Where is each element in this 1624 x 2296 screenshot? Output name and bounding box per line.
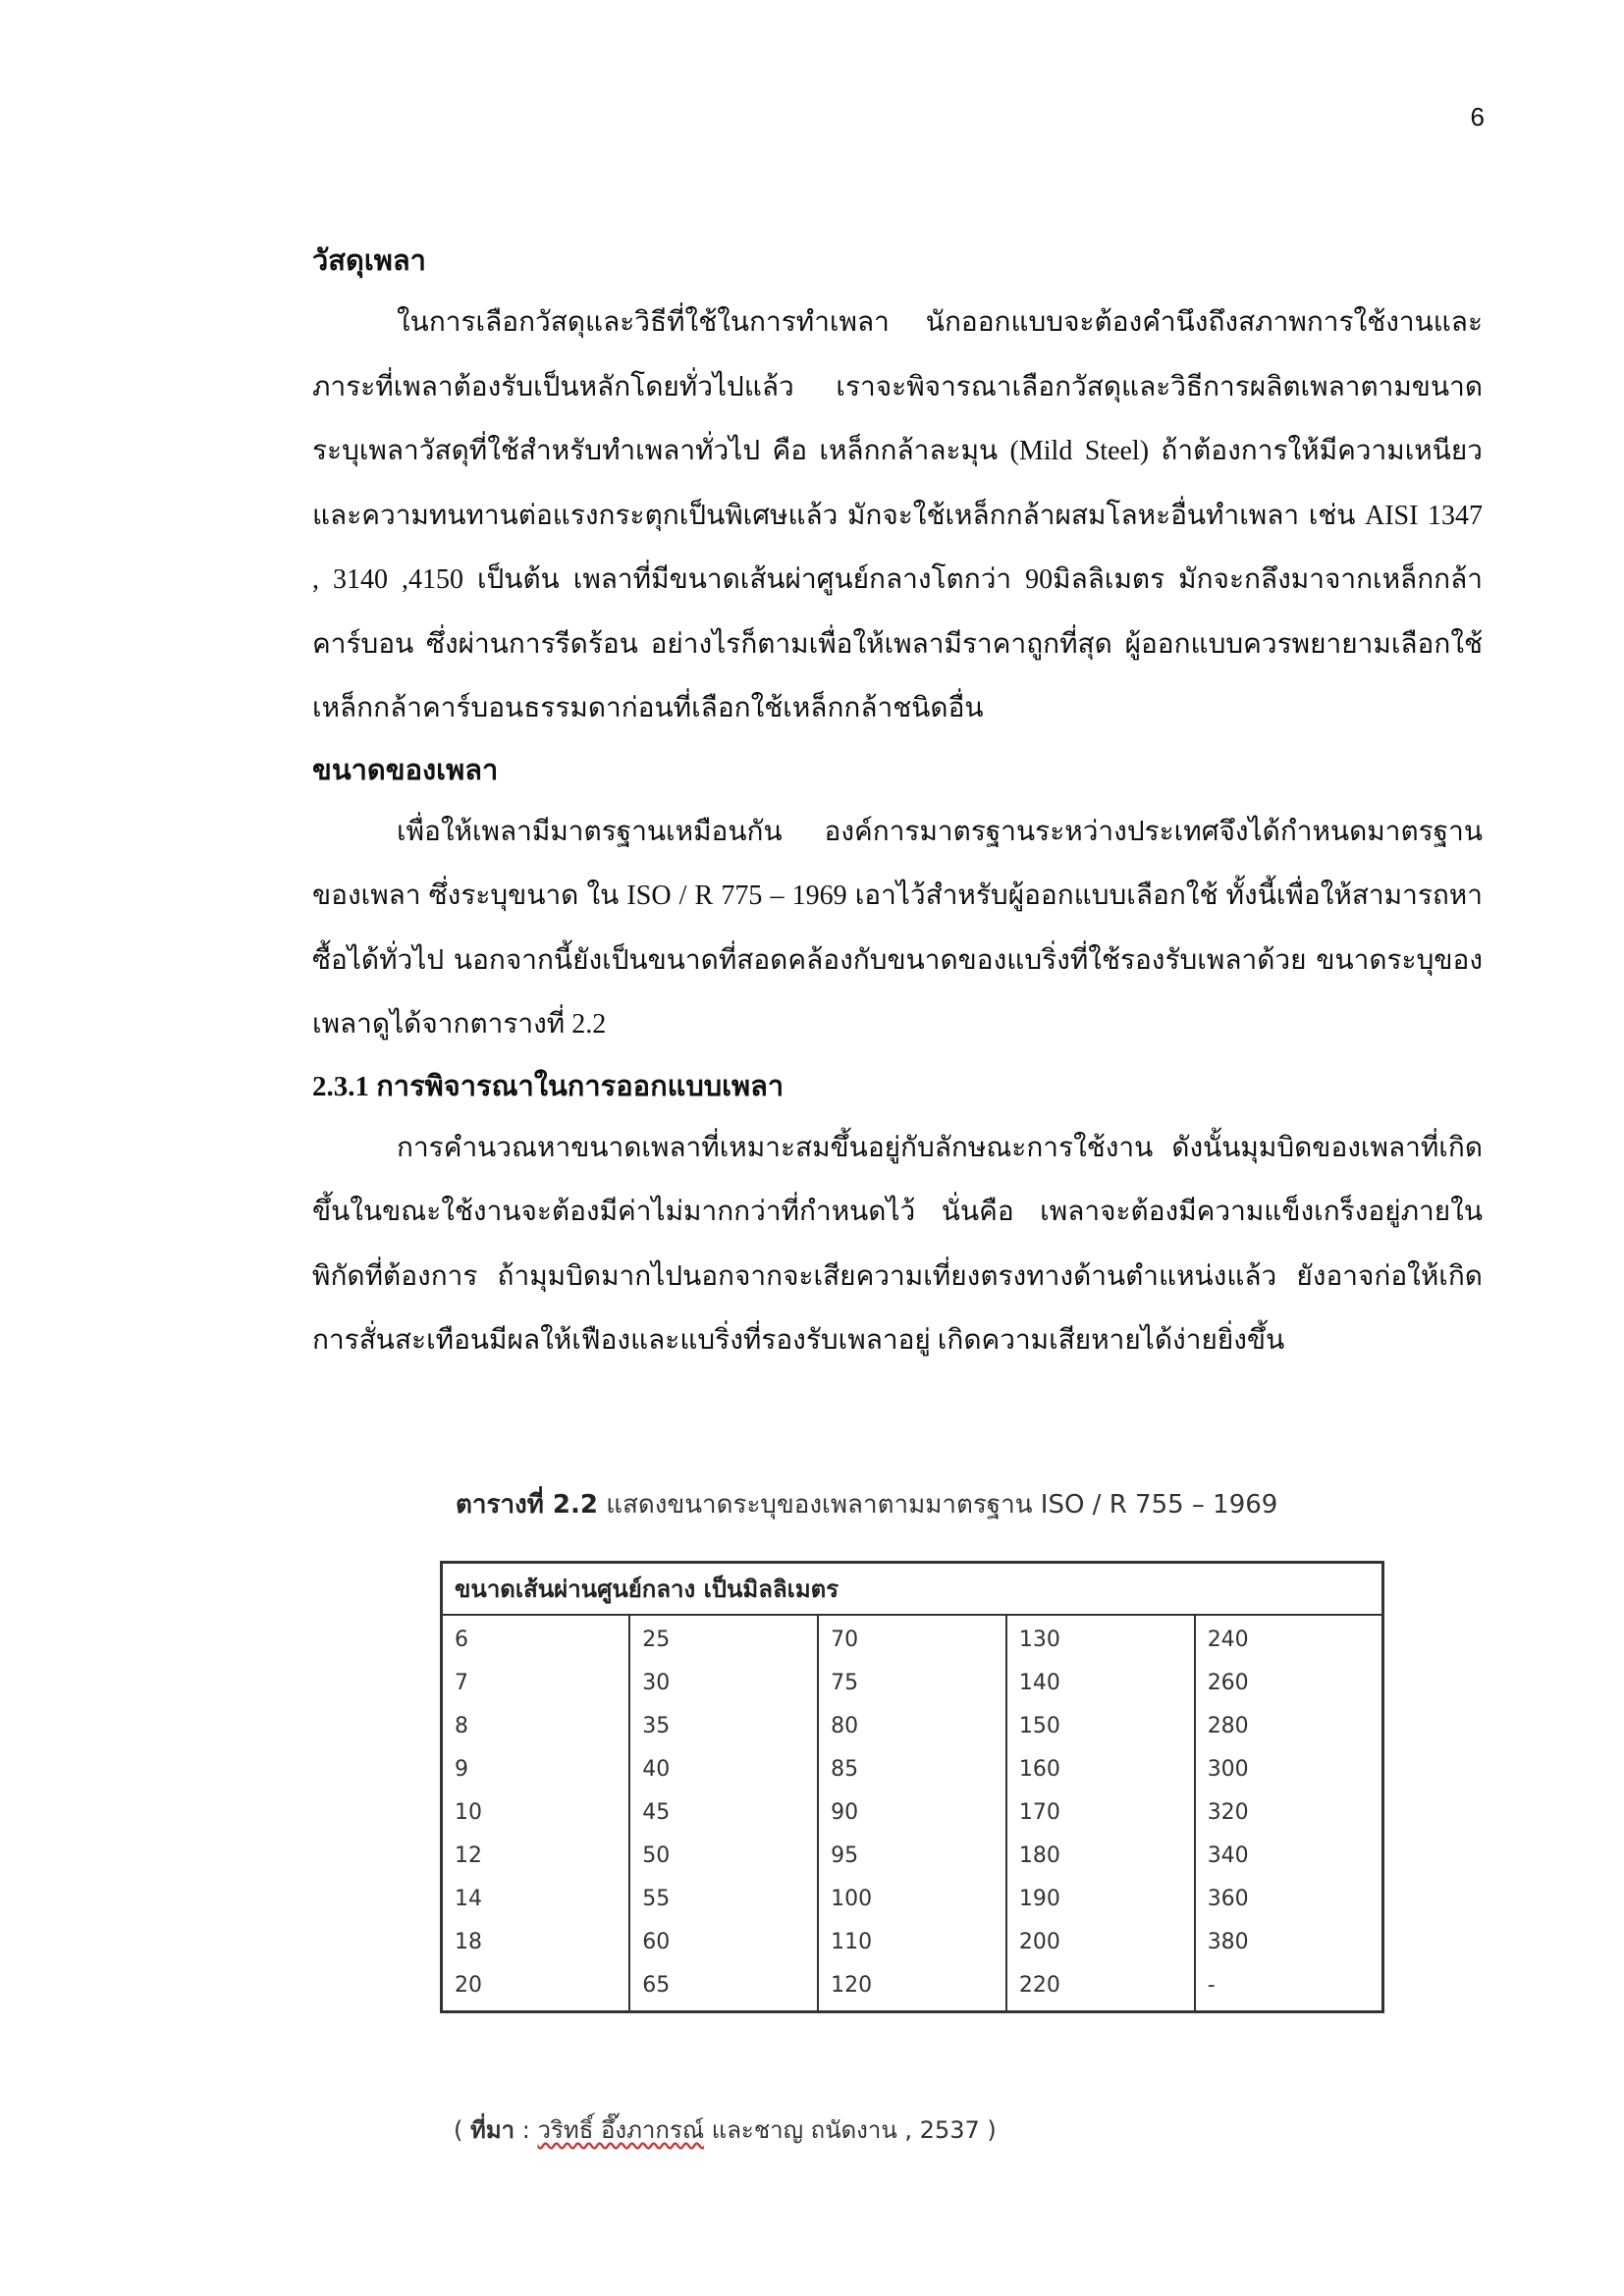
- table-cell: 150: [1006, 1702, 1195, 1745]
- table-cell: 18: [442, 1918, 630, 1961]
- shaft-size-table: [440, 1561, 1384, 2013]
- table-cell: 45: [629, 1789, 818, 1832]
- table-cell: 12: [442, 1832, 630, 1875]
- table-cell: 8: [442, 1702, 630, 1745]
- table-cell: 140: [1006, 1659, 1195, 1702]
- table-cell: 110: [818, 1918, 1006, 1961]
- table-cell: -: [1195, 1961, 1383, 2012]
- table-cell: 60: [629, 1918, 818, 1961]
- section-heading-shaft-material: วัสดุเพลา: [312, 245, 426, 277]
- table-cell: 220: [1006, 1961, 1195, 2012]
- page-number: 6: [1470, 102, 1485, 132]
- table-row: [442, 1789, 1383, 1832]
- table-cell: 30: [629, 1659, 818, 1702]
- paragraph-shaft-size: เพื่อให้เพลามีมาตรฐานเหมือนกัน องค์การมาตรฐานระหว่างประเทศจึงได้กำหนดมาตรฐานของเพลา ซึ่งระบุขนาด ใน ISO / R 775 – 1969 เอาไว้สำหรับผู้ออกแบบเลือกใช้ ทั้งนี้เพื่อให้สามารถหาซื้อได้ทั่วไป นอกจากนี้ยังเป็นขนาดที่สอดคล้องกับขนาดของแบริ่งที่ใช้รองรับเพลาด้วย ขนาดระบุของเพลาดูได้จากตารางที่ 2.2: [312, 816, 1483, 1040]
- table-cell: 55: [629, 1875, 818, 1918]
- table-row: [442, 1659, 1383, 1702]
- source-note: [454, 2110, 997, 2149]
- table-cell: 35: [629, 1702, 818, 1745]
- section-heading-shaft-size: ขนาดของเพลา: [312, 754, 499, 786]
- table-cell: 20: [442, 1961, 630, 2012]
- table-header-row: [442, 1563, 1383, 1616]
- table-cell: 6: [442, 1615, 630, 1659]
- table-cell: 7: [442, 1659, 630, 1702]
- section-heading-design-considerations: 2.3.1 การพิจารณาในการออกแบบเพลา: [312, 1070, 785, 1102]
- table-caption-text: แสดงขนาดระบุของเพลาตามมาตรฐาน ISO / R 755 – 1969: [606, 1490, 1278, 1520]
- table-cell: 10: [442, 1789, 630, 1832]
- table-cell: 240: [1195, 1615, 1383, 1659]
- table-cell: 280: [1195, 1702, 1383, 1745]
- table-cell: 190: [1006, 1875, 1195, 1918]
- table-row: [442, 1745, 1383, 1789]
- table-cell: 9: [442, 1745, 630, 1789]
- table-cell: 80: [818, 1702, 1006, 1745]
- table-caption: [456, 1484, 1277, 1524]
- table-row: [442, 1961, 1383, 2012]
- table-row: [442, 1832, 1383, 1875]
- table-cell: 90: [818, 1789, 1006, 1832]
- table-cell: 120: [818, 1961, 1006, 2012]
- table-cell: 130: [1006, 1615, 1195, 1659]
- table-cell: 380: [1195, 1918, 1383, 1961]
- table-cell: 65: [629, 1961, 818, 2012]
- table-cell: 25: [629, 1615, 818, 1659]
- source-open-paren: (: [454, 2116, 463, 2144]
- paragraph-design-considerations: การคำนวณหาขนาดเพลาที่เหมาะสมขึ้นอยู่กับลักษณะการใช้งาน ดังนั้นมุมบิดของเพลาที่เกิดขึ้นในขณะใช้งานจะต้องมีค่าไม่มากกว่าที่กำหนดไว้ นั่นคือ เพลาจะต้องมีความแข็งเกร็งอยู่ภายในพิกัดที่ต้องการ ถ้ามุมบิดมากไปนอกจากจะเสียความเที่ยงตรงทางด้านตำแหน่งแล้ว ยังอาจก่อให้เกิดการสั่นสะเทือนมีผลให้เฟืองและแบริ่งที่รองรับเพลาอยู่ เกิดความเสียหายได้ง่ายยิ่งขึ้น: [312, 1132, 1483, 1356]
- table-cell: 95: [818, 1832, 1006, 1875]
- table-cell: 300: [1195, 1745, 1383, 1789]
- document-body: [312, 232, 1483, 1373]
- table-cell: 170: [1006, 1789, 1195, 1832]
- table-cell: 260: [1195, 1659, 1383, 1702]
- source-separator: :: [521, 2116, 530, 2144]
- table-cell: 340: [1195, 1832, 1383, 1875]
- table-cell: 180: [1006, 1832, 1195, 1875]
- table-cell: 320: [1195, 1789, 1383, 1832]
- paragraph-shaft-material: ในการเลือกวัสดุและวิธีที่ใช้ในการทำเพลา นักออกแบบจะต้องคำนึงถึงสภาพการใช้งานและภาระที่เพลาต้องรับเป็นหลักโดยทั่วไปแล้ว เราจะพิจารณาเลือกวัสดุและวิธีการผลิตเพลาตามขนาดระบุเพลาวัสดุที่ใช้สำหรับทำเพลาทั่วไป คือ เหล็กกล้าละมุน (Mild Steel) ถ้าต้องการให้มีความเหนียวและความทนทานต่อแรงกระตุกเป็นพิเศษแล้ว มักจะใช้เหล็กกล้าผสมโลหะอื่นทำเพลา เช่น AISI 1347 , 3140 ,4150 เป็นต้น เพลาที่มีขนาดเส้นผ่าศูนย์กลางโตกว่า 90มิลลิเมตร มักจะกลึงมาจากเหล็กกล้าคาร์บอน ซึ่งผ่านการรีดร้อน อย่างไรก็ตามเพื่อให้เพลามีราคาถูกที่สุด ผู้ออกแบบควรพยายามเลือกใช้เหล็กกล้าคาร์บอนธรรมดาก่อนที่เลือกใช้เหล็กกล้าชนิดอื่น: [312, 307, 1483, 723]
- table-row: [442, 1918, 1383, 1961]
- table-row: [442, 1875, 1383, 1918]
- table-cell: 14: [442, 1875, 630, 1918]
- table-row: [442, 1702, 1383, 1745]
- table-caption-label: ตารางที่ 2.2: [456, 1490, 598, 1520]
- table-cell: 50: [629, 1832, 818, 1875]
- table-cell: 100: [818, 1875, 1006, 1918]
- table-cell: 70: [818, 1615, 1006, 1659]
- source-rest: และชาญ ถนัดงาน , 2537 ): [711, 2116, 997, 2144]
- table-cell: 85: [818, 1745, 1006, 1789]
- table-cell: 75: [818, 1659, 1006, 1702]
- table-cell: 40: [629, 1745, 818, 1789]
- table-row: [442, 1615, 1383, 1659]
- source-label: ที่มา: [470, 2116, 515, 2144]
- table-body: [442, 1615, 1383, 2012]
- table-header: ขนาดเส้นผ่านศูนย์กลาง เป็นมิลลิเมตร: [442, 1563, 1383, 1616]
- table-cell: 360: [1195, 1875, 1383, 1918]
- source-author: วริทธิ์ อึ๊งภากรณ์: [537, 2116, 705, 2144]
- table-cell: 200: [1006, 1918, 1195, 1961]
- table-cell: 160: [1006, 1745, 1195, 1789]
